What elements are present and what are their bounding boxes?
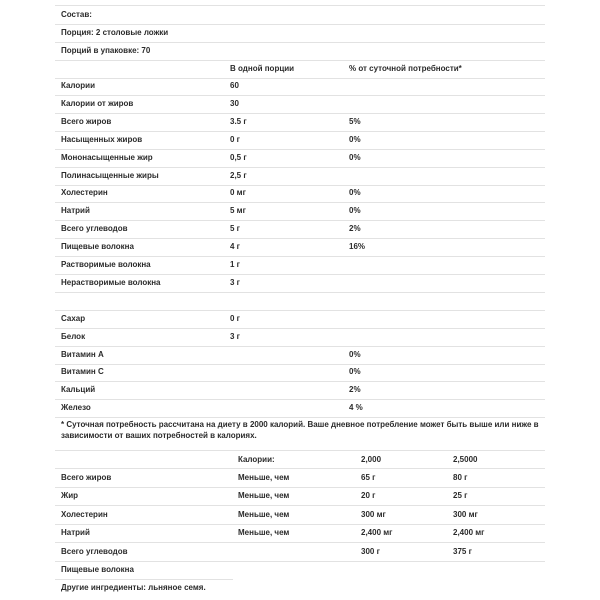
nutrient-amount: 30 <box>230 99 239 108</box>
row-divider <box>55 131 545 132</box>
col-header-per-serving: В одной порции <box>230 64 295 73</box>
row-divider <box>55 381 545 382</box>
nutrient-daily-value: 0% <box>349 350 361 359</box>
nutrient-name: Пищевые волокна <box>61 242 134 251</box>
divider <box>55 78 545 79</box>
nutrient-amount: 3.5 г <box>230 117 247 126</box>
row-divider <box>55 524 545 525</box>
divider <box>55 60 545 61</box>
nutrient-name: Кальций <box>61 385 96 394</box>
daily-cell-v1: 2,400 мг <box>361 528 393 537</box>
row-divider <box>55 238 545 239</box>
nutrient-amount: 3 г <box>230 278 241 287</box>
nutrient-daily-value: 0% <box>349 153 361 162</box>
serving-size: Порция: 2 столовые ложки <box>61 28 169 37</box>
nutrient-name: Белок <box>61 332 86 341</box>
daily-cell-name: Всего углеводов <box>61 547 128 556</box>
row-divider <box>55 95 545 96</box>
nutrient-name: Нерастворимые волокна <box>61 278 161 287</box>
nutrient-name: Насыщенных жиров <box>61 135 143 144</box>
daily-cell-name: Пищевые волокна <box>61 565 134 574</box>
nutrient-amount: 5 г <box>230 224 241 233</box>
nutrient-amount: 2,5 г <box>230 171 247 180</box>
row-divider <box>55 542 545 543</box>
daily-cell-name: Натрий <box>61 528 90 537</box>
nutrient-name: Витамин А <box>61 350 104 359</box>
row-divider <box>55 220 545 221</box>
nutrient-name: Полинасыщенные жиры <box>61 171 159 180</box>
row-divider <box>55 561 545 562</box>
divider <box>55 5 545 6</box>
row-divider <box>55 328 545 329</box>
row-divider <box>55 292 545 293</box>
nutrient-name: Калории <box>61 81 96 90</box>
divider <box>55 24 545 25</box>
nutrient-daily-value: 2% <box>349 224 361 233</box>
nutrient-daily-value: 0% <box>349 188 361 197</box>
row-divider <box>55 468 545 469</box>
nutrient-name: Растворимые волокна <box>61 260 151 269</box>
nutrient-amount: 0 г <box>230 135 241 144</box>
nutrient-name: Сахар <box>61 314 86 323</box>
nutrient-amount: 5 мг <box>230 206 246 215</box>
nutrient-amount: 60 <box>230 81 239 90</box>
nutrient-daily-value: 0% <box>349 135 361 144</box>
nutrient-name: Витамин С <box>61 367 104 376</box>
nutrient-amount: 0,5 г <box>230 153 247 162</box>
daily-header-v2: 2,5000 <box>453 455 478 464</box>
row-divider <box>55 487 545 488</box>
daily-cell-v1: 65 г <box>361 473 376 482</box>
daily-cell-v2: 2,400 мг <box>453 528 485 537</box>
row-divider <box>55 346 545 347</box>
row-divider <box>55 450 545 451</box>
divider <box>55 42 545 43</box>
nutrient-amount: 0 мг <box>230 188 246 197</box>
daily-cell-v2: 80 г <box>453 473 468 482</box>
daily-cell-cond: Меньше, чем <box>238 491 290 500</box>
nutrient-name: Всего углеводов <box>61 224 128 233</box>
nutrient-name: Холестерин <box>61 188 108 197</box>
row-divider <box>55 167 545 168</box>
daily-cell-cond: Меньше, чем <box>238 528 290 537</box>
nutrient-amount: 3 г <box>230 332 241 341</box>
col-header-daily-value: % от суточной потребности* <box>349 64 462 73</box>
composition-title: Состав: <box>61 10 92 19</box>
daily-cell-v2: 25 г <box>453 491 468 500</box>
daily-cell-v2: 375 г <box>453 547 472 556</box>
daily-cell-cond: Меньше, чем <box>238 473 290 482</box>
nutrient-name: Мононасыщенные жир <box>61 153 153 162</box>
daily-cell-v1: 20 г <box>361 491 376 500</box>
daily-cell-name: Холестерин <box>61 510 108 519</box>
row-divider <box>55 310 545 311</box>
row-divider <box>55 256 545 257</box>
nutrient-name: Калории от жиров <box>61 99 134 108</box>
row-divider <box>55 417 545 418</box>
nutrient-daily-value: 5% <box>349 117 361 126</box>
daily-cell-v2: 300 мг <box>453 510 478 519</box>
nutrient-amount: 1 г <box>230 260 241 269</box>
nutrient-amount: 4 г <box>230 242 241 251</box>
row-divider <box>55 364 545 365</box>
daily-header-v1: 2,000 <box>361 455 382 464</box>
row-divider <box>55 399 545 400</box>
nutrient-daily-value: 16% <box>349 242 366 251</box>
nutrient-name: Всего жиров <box>61 117 112 126</box>
row-divider <box>55 149 545 150</box>
daily-cell-name: Жир <box>61 491 79 500</box>
daily-header-label: Калории: <box>238 455 275 464</box>
row-divider <box>55 185 545 186</box>
nutrient-name: Натрий <box>61 206 90 215</box>
daily-cell-v1: 300 г <box>361 547 380 556</box>
nutrient-daily-value: 0% <box>349 206 361 215</box>
other-ingredients: Другие ингредиенты: льняное семя. <box>61 583 206 592</box>
nutrient-amount: 0 г <box>230 314 241 323</box>
row-divider <box>55 202 545 203</box>
row-divider <box>55 505 545 506</box>
row-divider <box>55 579 233 580</box>
servings-per-pack: Порций в упаковке: 70 <box>61 46 151 55</box>
row-divider <box>55 274 545 275</box>
daily-cell-v1: 300 мг <box>361 510 386 519</box>
nutrient-daily-value: 2% <box>349 385 361 394</box>
nutrient-name: Железо <box>61 403 91 412</box>
nutrient-daily-value: 0% <box>349 367 361 376</box>
row-divider <box>55 113 545 114</box>
daily-cell-cond: Меньше, чем <box>238 510 290 519</box>
footnote: * Суточная потребность рассчитана на диету в 2000 калорий. Ваше дневное потребление может быть выше или ниже в зависимости от ваших потребностей в калориях. <box>61 420 539 440</box>
nutrient-daily-value: 4 % <box>349 403 363 412</box>
daily-cell-name: Всего жиров <box>61 473 112 482</box>
